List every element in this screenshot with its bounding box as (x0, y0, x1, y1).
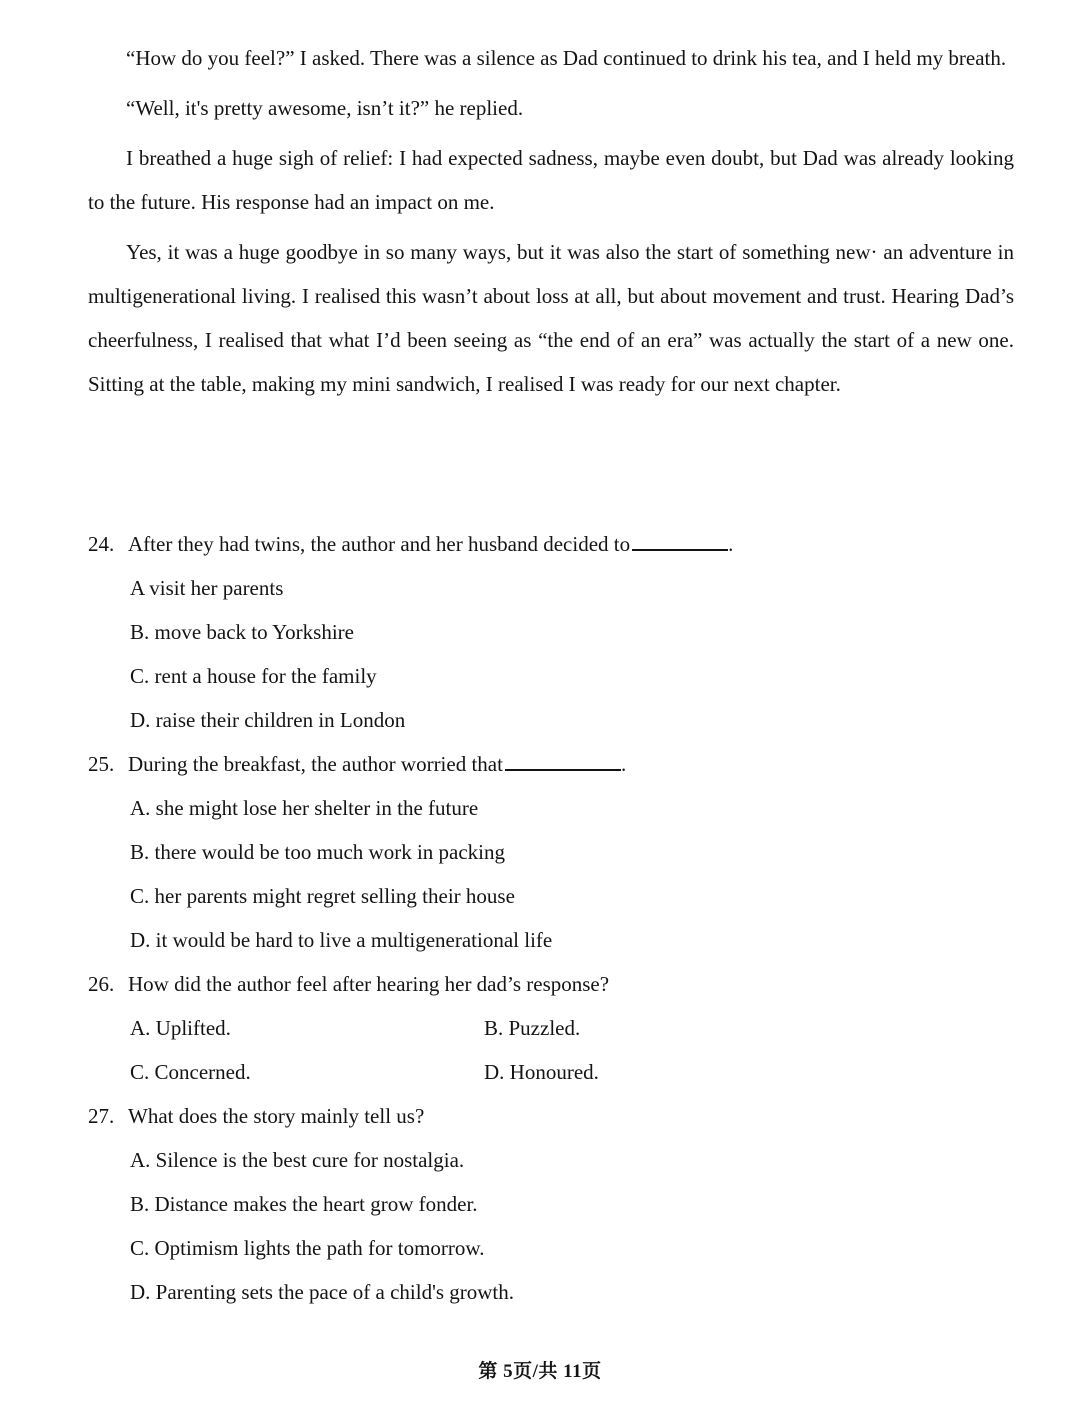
passage-paragraph: Yes, it was a huge goodbye in so many ways, but it was also the start of something new· an adventure in multigenerational living. I realised this wasn’t about loss at all, but about movement and trust. Hearing Dad’s cheerfulness, I realised that what I’d been seeing as “the end of an era” was actually the start of a new one. Sitting at the table, making my mini sandwich, I realised I was ready for our next chapter. (88, 240, 1014, 396)
option-list (88, 1138, 1014, 1314)
option-c: C. Optimism lights the path for tomorrow. (130, 1236, 485, 1260)
page-number: 第 5页/共 11页 (478, 1361, 602, 1382)
question-text: After they had twins, the author and her husband decided to (128, 532, 631, 556)
question-number: 25. (88, 752, 115, 776)
question-text: How did the author feel after hearing her dad’s response? (128, 972, 610, 996)
question-25 (88, 742, 1014, 962)
option-b: B. move back to Yorkshire (130, 620, 354, 644)
option-d: D. Honoured. (484, 1060, 599, 1084)
option-a: A visit her parents (130, 576, 284, 600)
answer-blank (632, 531, 728, 551)
option-d: D. raise their children in London (130, 708, 406, 732)
question-text: During the breakfast, the author worried that (128, 752, 503, 776)
option-list (88, 786, 1014, 962)
option-b: B. there would be too much work in packing (130, 840, 506, 864)
option-list (88, 566, 1014, 742)
option-b: B. Distance makes the heart grow fonder. (130, 1192, 478, 1216)
question-text: What does the story mainly tell us? (128, 1104, 425, 1128)
reading-passage (88, 36, 1014, 412)
question-end-punct: . (620, 752, 627, 776)
option-a: A. she might lose her shelter in the future (130, 796, 479, 820)
option-d: D. Parenting sets the pace of a child's growth. (130, 1280, 515, 1304)
question-list (88, 522, 1014, 1314)
option-b: B. Puzzled. (484, 1016, 581, 1040)
question-number: 24. (88, 532, 115, 556)
passage-paragraph: “How do you feel?” I asked. There was a silence as Dad continued to drink his tea, and I held my breath. (126, 46, 1007, 70)
question-stem (88, 742, 1014, 786)
question-27 (88, 1094, 1014, 1314)
option-c: C. rent a house for the family (130, 664, 377, 688)
option-a: A. Uplifted. (130, 1016, 231, 1040)
question-number: 26. (88, 972, 115, 996)
option-c: C. her parents might regret selling their house (130, 884, 515, 908)
passage-paragraph: “Well, it's pretty awesome, isn’t it?” he replied. (126, 96, 524, 120)
option-list (88, 1006, 1014, 1094)
option-c: C. Concerned. (130, 1060, 251, 1084)
question-stem (88, 962, 1014, 1006)
question-stem (88, 522, 1014, 566)
question-24 (88, 522, 1014, 742)
answer-blank (505, 751, 621, 771)
question-end-punct: . (728, 532, 734, 556)
option-d: D. it would be hard to live a multigenerational life (130, 928, 553, 952)
question-stem (88, 1094, 1014, 1138)
question-26 (88, 962, 1014, 1094)
question-number: 27. (88, 1104, 115, 1128)
passage-paragraph: I breathed a huge sigh of relief: I had expected sadness, maybe even doubt, but Dad was already looking to the future. His response had an impact on me. (88, 146, 1014, 214)
option-a: A. Silence is the best cure for nostalgia. (130, 1148, 465, 1172)
